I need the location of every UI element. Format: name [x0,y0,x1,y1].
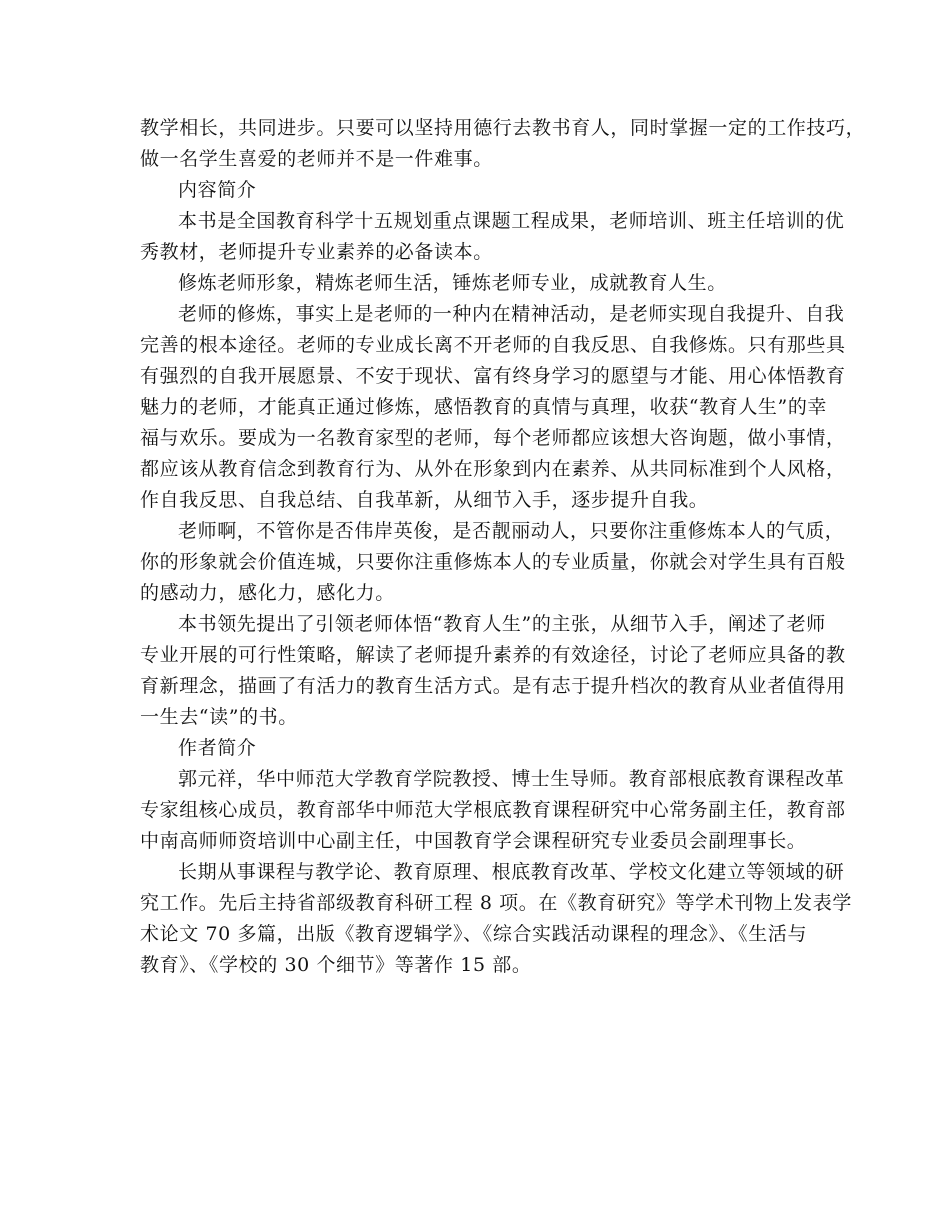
text-line: 做一名学生喜爱的老师并不是一件难事。 [140,148,493,170]
text-line: 长期从事课程与教学论、教育原理、根底教育改革、学校文化建立等领域的研 [178,861,845,883]
text-line: 作自我反思、自我总结、自我革新，从细节入手，逐步提升自我。 [140,489,709,511]
text-line: 的感动力，感化力，感化力。 [140,582,395,604]
text-line: 教育》、《学校的 30 个细节》等著作 15 部。 [140,954,532,976]
text-line: 作者简介 [178,737,257,759]
text-line: 教学相长，共同进步。只要可以坚持用德行去教书育人，同时掌握一定的工作技巧， [140,117,866,139]
text-line: 内容简介 [178,179,257,201]
text-line: 有强烈的自我开展愿景、不安于现状、富有终身学习的愿望与才能、用心体悟教育 [140,365,846,387]
text-line: 魅力的老师，才能真正通过修炼，感悟教育的真情与真理，收获“教育人生”的幸 [140,396,828,418]
text-line: 中南高师师资培训中心副主任，中国教育学会课程研究专业委员会副理事长。 [140,830,807,852]
text-line: 修炼老师形象，精炼老师生活，锤炼老师专业，成就教育人生。 [178,272,727,294]
text-line: 究工作。先后主持省部级教育科研工程 8 项。在《教育研究》等学术刊物上发表学 [140,892,852,914]
text-line: 福与欢乐。要成为一名教育家型的老师，每个老师都应该想大咨询题，做小事情， [140,427,846,449]
text-line: 本书是全国教育科学十五规划重点课题工程成果，老师培训、班主任培训的优 [178,210,845,232]
text-line: 术论文 70 多篇，出版《教育逻辑学》、《综合实践活动课程的理念》、《生活与 [140,923,808,945]
text-line: 老师啊，不管你是否伟岸英俊，是否靓丽动人，只要你注重修炼本人的气质， [178,520,845,542]
text-line: 完善的根本途径。老师的专业成长离不开老师的自我反思、自我修炼。只有那些具 [140,334,846,356]
document-page [140,113,866,981]
text-line: 专业开展的可行性策略，解读了老师提升素养的有效途径，讨论了老师应具备的教 [140,644,846,666]
text-line: 老师的修炼，事实上是老师的一种内在精神活动，是老师实现自我提升、自我 [178,303,845,325]
text-line: 育新理念，描画了有活力的教育生活方式。是有志于提升档次的教育从业者值得用 [140,675,846,697]
text-line: 秀教材，老师提升专业素养的必备读本。 [140,241,493,263]
text-line: 一生去“读”的书。 [140,706,298,728]
text-line: 都应该从教育信念到教育行为、从外在形象到内在素养、从共同标准到个人风格， [140,458,846,480]
text-line: 本书领先提出了引领老师体悟“教育人生”的主张，从细节入手，阐述了老师 [178,613,826,635]
text-line: 你的形象就会价值连城，只要你注重修炼本人的专业质量，你就会对学生具有百般 [140,551,846,573]
text-line: 郭元祥，华中师范大学教育学院教授、博士生导师。教育部根底教育课程改革 [178,768,845,790]
text-line: 专家组核心成员，教育部华中师范大学根底教育课程研究中心常务副主任，教育部 [140,799,846,821]
